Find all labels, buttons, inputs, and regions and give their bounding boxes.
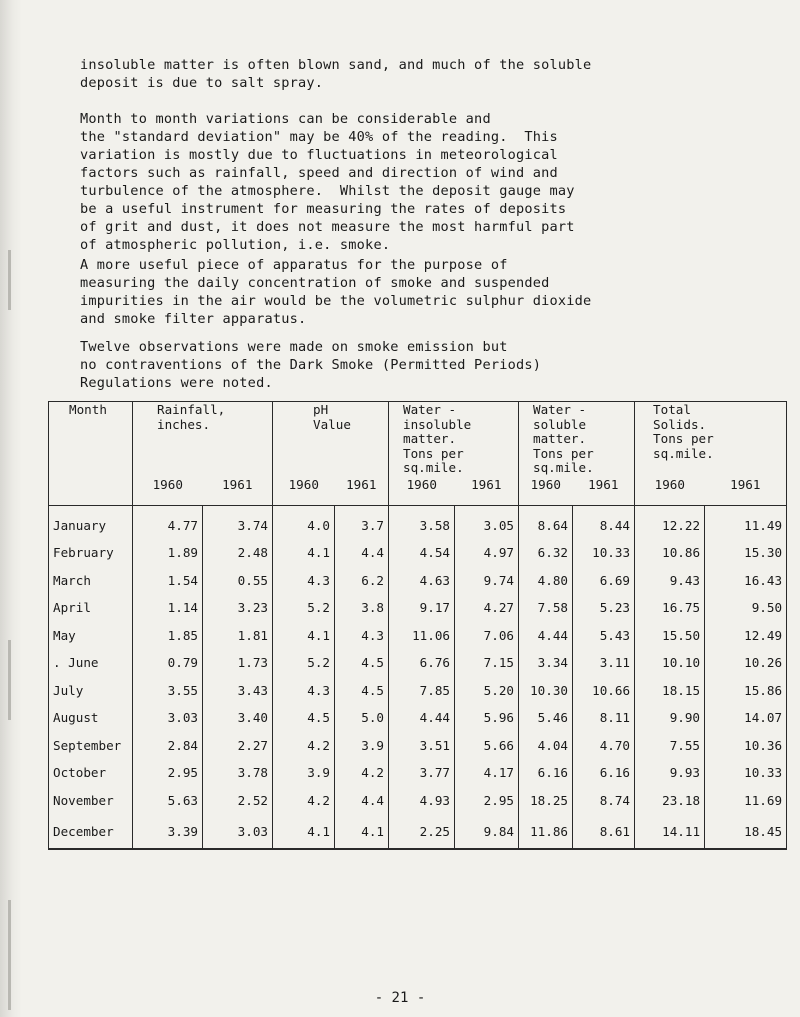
value-cell: 11.86 [519,814,573,849]
header-rainfall: Rainfall, inches. [133,402,273,478]
year-label: 1960 [389,477,455,505]
value-cell: 4.93 [389,787,455,815]
value-cell: 4.44 [389,704,455,732]
value-cell: 4.1 [273,622,335,650]
value-cell: 10.86 [635,539,705,567]
value-cell: 6.69 [573,567,635,595]
value-cell: 5.20 [455,677,519,705]
value-cell: 0.79 [133,649,203,677]
month-cell: October [49,759,133,787]
value-cell: 4.4 [335,787,389,815]
month-cell: April [49,594,133,622]
value-cell: 5.63 [133,787,203,815]
value-cell: 4.70 [573,732,635,760]
value-cell: 5.0 [335,704,389,732]
value-cell: 4.2 [335,759,389,787]
value-cell: 16.75 [635,594,705,622]
value-cell: 4.97 [455,539,519,567]
value-cell: 3.39 [133,814,203,849]
value-cell: 2.95 [455,787,519,815]
header-ph: pH Value [273,402,389,478]
value-cell: 4.5 [335,677,389,705]
value-cell: 4.2 [273,787,335,815]
table-row [49,677,787,705]
value-cell: 9.90 [635,704,705,732]
year-row [49,477,787,505]
value-cell: 3.78 [203,759,273,787]
value-cell: 4.27 [455,594,519,622]
value-cell: 15.50 [635,622,705,650]
year-label: 1960 [519,477,573,505]
value-cell: 5.66 [455,732,519,760]
value-cell: 14.11 [635,814,705,849]
value-cell: 18.15 [635,677,705,705]
value-cell: 6.32 [519,539,573,567]
value-cell: 6.16 [519,759,573,787]
value-cell: 4.4 [335,539,389,567]
value-cell: 10.26 [705,649,787,677]
value-cell: 10.33 [705,759,787,787]
value-cell: 18.25 [519,787,573,815]
value-cell: 9.17 [389,594,455,622]
value-cell: 3.11 [573,649,635,677]
year-label: 1960 [635,477,705,505]
month-cell: August [49,704,133,732]
value-cell: 3.74 [203,505,273,539]
year-label: 1960 [273,477,335,505]
value-cell: 7.15 [455,649,519,677]
value-cell: 3.58 [389,505,455,539]
value-cell: 1.14 [133,594,203,622]
value-cell: 2.25 [389,814,455,849]
year-label: 1961 [705,477,787,505]
value-cell: 23.18 [635,787,705,815]
value-cell: 10.30 [519,677,573,705]
value-cell: 9.43 [635,567,705,595]
value-cell: 8.74 [573,787,635,815]
value-cell: 4.77 [133,505,203,539]
value-cell: 3.7 [335,505,389,539]
table-row [49,732,787,760]
value-cell: 3.51 [389,732,455,760]
value-cell: 2.52 [203,787,273,815]
value-cell: 4.54 [389,539,455,567]
value-cell: 7.85 [389,677,455,705]
value-cell: 10.10 [635,649,705,677]
value-cell: 3.8 [335,594,389,622]
table-row [49,594,787,622]
month-cell: September [49,732,133,760]
value-cell: 11.06 [389,622,455,650]
year-label: 1961 [335,477,389,505]
value-cell: 3.9 [273,759,335,787]
year-label: 1961 [455,477,519,505]
value-cell: 12.49 [705,622,787,650]
value-cell: 3.03 [133,704,203,732]
value-cell: 2.84 [133,732,203,760]
value-cell: 10.66 [573,677,635,705]
value-cell: 5.2 [273,594,335,622]
value-cell: 5.43 [573,622,635,650]
value-cell: 3.05 [455,505,519,539]
month-cell: November [49,787,133,815]
value-cell: 3.40 [203,704,273,732]
value-cell: 4.0 [273,505,335,539]
value-cell: 7.06 [455,622,519,650]
table-row [49,787,787,815]
value-cell: 4.2 [273,732,335,760]
paragraph-4: Twelve observations were made on smoke emission but no contraventions of the Dark Smoke (Permitted Periods) Regulations were noted. [80,339,542,391]
value-cell: 10.33 [573,539,635,567]
table-row [49,622,787,650]
value-cell: 7.55 [635,732,705,760]
header-soluble: Water - soluble matter. Tons per sq.mile. [519,402,635,478]
page-number: - 21 - [374,990,426,1006]
value-cell: 8.61 [573,814,635,849]
value-cell: 4.5 [273,704,335,732]
header-month: Month [49,402,133,506]
paragraph-2: Month to month variations can be considerable and the "standard deviation" may be 40% of the reading. This variation is mostly due to fluctuations in meteorological factors such as rainfall, speed and direction of wind and turbulence of the atmosphere. Whilst the deposit gauge may be a useful instrument for measuring the rates of deposits of grit and dust, it does not measure the most harmful part of atmospheric pollution, i.e. smoke. [80,111,575,253]
value-cell: 6.2 [335,567,389,595]
table-row [49,567,787,595]
value-cell: 3.77 [389,759,455,787]
table-row [49,759,787,787]
month-cell: . June [49,649,133,677]
value-cell: 1.89 [133,539,203,567]
value-cell: 3.34 [519,649,573,677]
value-cell: 6.76 [389,649,455,677]
value-cell: 5.2 [273,649,335,677]
table-row [49,539,787,567]
value-cell: 2.27 [203,732,273,760]
value-cell: 18.45 [705,814,787,849]
value-cell: 3.9 [335,732,389,760]
value-cell: 1.85 [133,622,203,650]
value-cell: 8.44 [573,505,635,539]
value-cell: 4.3 [273,567,335,595]
value-cell: 4.5 [335,649,389,677]
table-row [49,649,787,677]
month-cell: January [49,505,133,539]
value-cell: 4.63 [389,567,455,595]
value-cell: 5.46 [519,704,573,732]
value-cell: 1.54 [133,567,203,595]
value-cell: 0.55 [203,567,273,595]
year-label: 1961 [203,477,273,505]
table-row [49,704,787,732]
value-cell: 2.95 [133,759,203,787]
value-cell: 9.93 [635,759,705,787]
value-cell: 15.30 [705,539,787,567]
value-cell: 4.80 [519,567,573,595]
value-cell: 3.43 [203,677,273,705]
year-label: 1961 [573,477,635,505]
paragraph-3: A more useful piece of apparatus for the purpose of measuring the daily concentration of smoke and suspended impurities in the air would be the volumetric sulphur dioxide and smoke filter apparatus. [80,257,592,327]
value-cell: 3.23 [203,594,273,622]
value-cell: 14.07 [705,704,787,732]
value-cell: 11.49 [705,505,787,539]
value-cell: 9.84 [455,814,519,849]
header-total-solids: Total Solids. Tons per sq.mile. [635,402,787,478]
year-label: 1960 [133,477,203,505]
value-cell: 8.64 [519,505,573,539]
pollution-data-table [48,401,787,850]
value-cell: 11.69 [705,787,787,815]
paragraph-1: insoluble matter is often blown sand, and much of the soluble deposit is due to salt spray. [80,57,592,91]
value-cell: 10.36 [705,732,787,760]
value-cell: 4.17 [455,759,519,787]
value-cell: 16.43 [705,567,787,595]
value-cell: 9.50 [705,594,787,622]
month-cell: March [49,567,133,595]
value-cell: 4.1 [273,814,335,849]
month-cell: July [49,677,133,705]
value-cell: 4.3 [335,622,389,650]
value-cell: 15.86 [705,677,787,705]
value-cell: 1.81 [203,622,273,650]
table-row [49,814,787,849]
header-row [49,402,787,478]
header-insoluble: Water - insoluble matter. Tons per sq.mile. [389,402,519,478]
value-cell: 9.74 [455,567,519,595]
value-cell: 3.55 [133,677,203,705]
value-cell: 2.48 [203,539,273,567]
month-cell: February [49,539,133,567]
value-cell: 4.04 [519,732,573,760]
value-cell: 4.1 [335,814,389,849]
value-cell: 4.44 [519,622,573,650]
table-row [49,505,787,539]
month-cell: December [49,814,133,849]
value-cell: 1.73 [203,649,273,677]
value-cell: 3.03 [203,814,273,849]
value-cell: 4.3 [273,677,335,705]
value-cell: 5.23 [573,594,635,622]
month-cell: May [49,622,133,650]
value-cell: 7.58 [519,594,573,622]
value-cell: 4.1 [273,539,335,567]
value-cell: 12.22 [635,505,705,539]
value-cell: 8.11 [573,704,635,732]
value-cell: 5.96 [455,704,519,732]
value-cell: 6.16 [573,759,635,787]
